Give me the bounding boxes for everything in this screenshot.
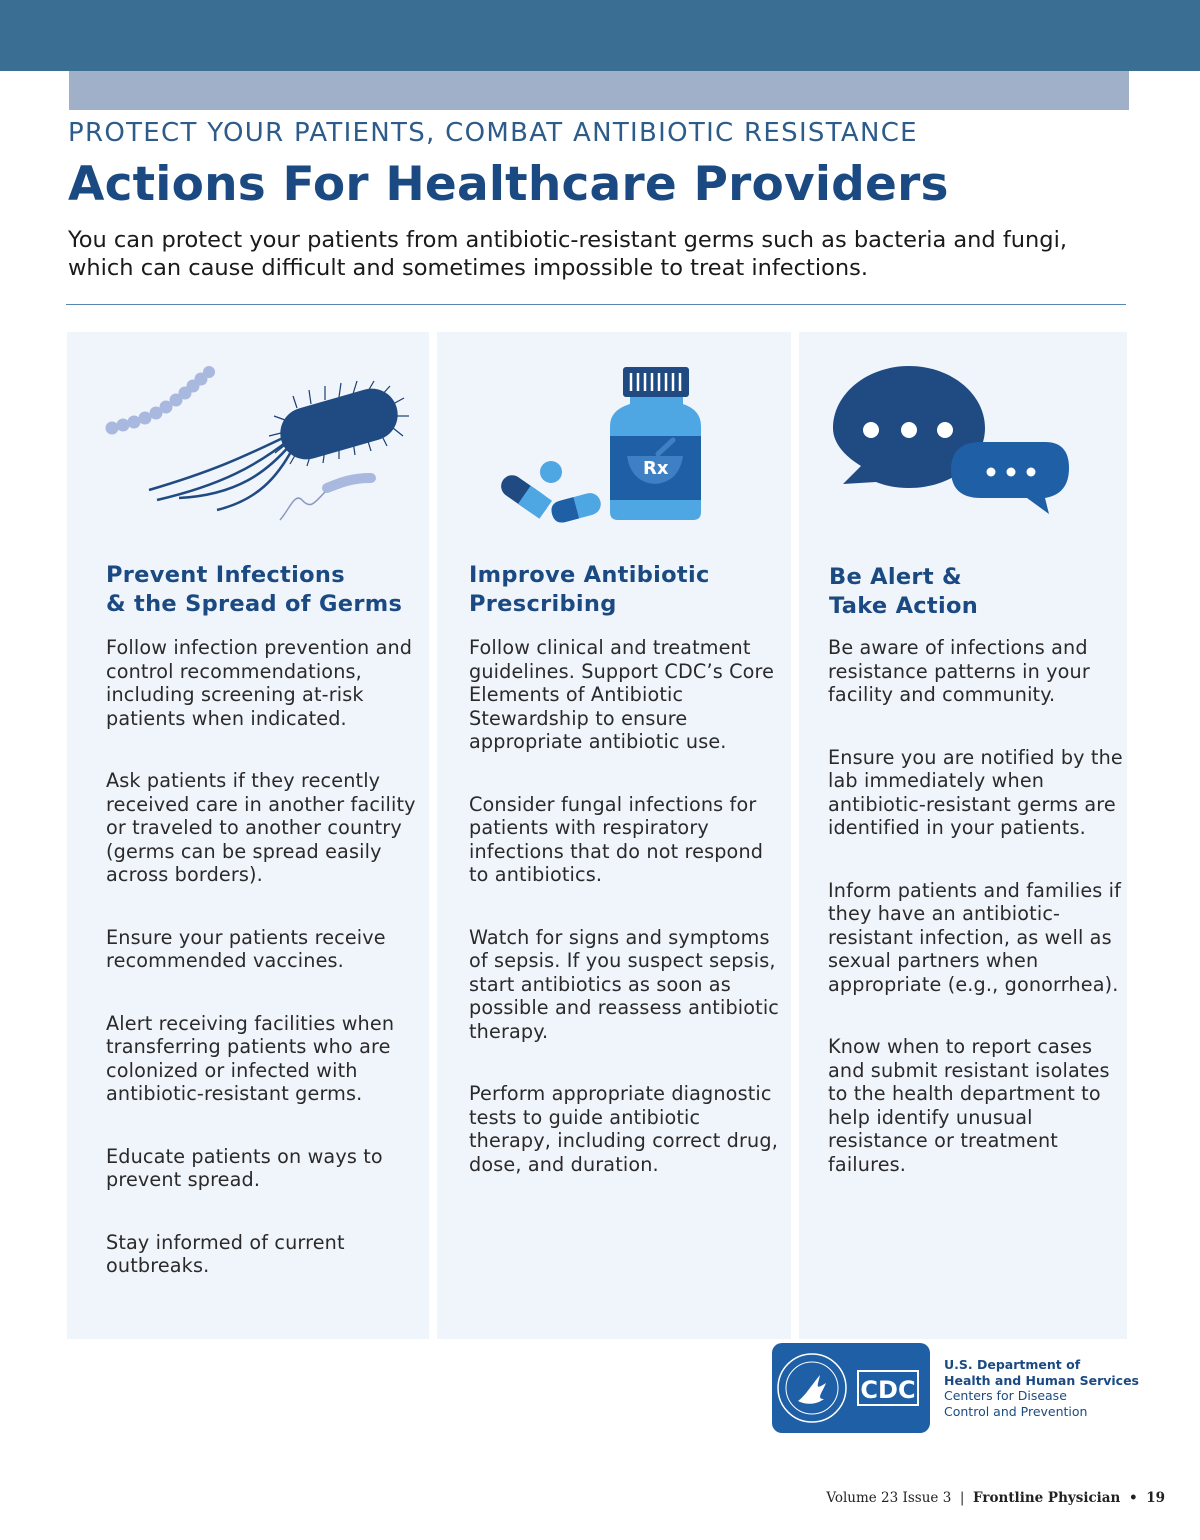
agency-line: Centers for Disease bbox=[944, 1388, 1067, 1403]
heading-line: Improve Antibiotic bbox=[469, 562, 710, 588]
agency-name bbox=[944, 1357, 1139, 1419]
prescription-bottle-icon bbox=[495, 364, 715, 528]
eagle-icon bbox=[798, 1375, 826, 1404]
list-item: Ensure you are notified by the lab immediately when antibiotic-resistant germs are identified in your patients. bbox=[828, 745, 1123, 839]
list-item: Watch for signs and symptoms of sepsis. If you suspect sepsis, start antibiotics as soon as possible and reassess antibiotic therapy. bbox=[469, 925, 780, 1043]
list-item: Alert receiving facilities when transferring patients who are colonized or infected with antibiotic-resistant germs. bbox=[106, 1011, 395, 1105]
eyebrow-heading: PROTECT YOUR PATIENTS, COMBAT ANTIBIOTIC RESISTANCE bbox=[68, 118, 918, 148]
list-item: Inform patients and families if they have an antibiotic-resistant infection, as well as sexual partners when appropriate (e.g., gonorrhea). bbox=[828, 878, 1122, 996]
column-prevent-infections bbox=[67, 332, 429, 1339]
page-footer bbox=[826, 1490, 1165, 1506]
column-improve-prescribing bbox=[437, 332, 791, 1339]
list-item: Ask patients if they recently received care in another facility or traveled to another country (germs can be spread easily across borders). bbox=[106, 769, 416, 886]
list-item: Follow clinical and treatment guidelines. Support CDC’s Core Elements of Antibiotic Stewardship to ensure appropriate antibiotic use. bbox=[469, 636, 775, 753]
list-item: Follow infection prevention and control recommendations, including screening at-risk patients when indicated. bbox=[106, 636, 413, 730]
column-heading bbox=[106, 561, 426, 618]
heading-line: Prescribing bbox=[469, 590, 617, 617]
bacteria-icon bbox=[97, 360, 417, 534]
list-item: Educate patients on ways to prevent spread. bbox=[106, 1144, 383, 1191]
column-heading bbox=[469, 561, 769, 618]
page-number: 19 bbox=[1146, 1490, 1165, 1506]
action-list bbox=[828, 636, 1126, 1215]
list-item: Perform appropriate diagnostic tests to guide antibiotic therapy, including correct drug, dose, and duration. bbox=[469, 1082, 778, 1176]
heading-line: & the Spread of Germs bbox=[106, 590, 403, 617]
list-item: Be aware of infections and resistance patterns in your facility and community. bbox=[828, 636, 1090, 706]
action-list bbox=[106, 636, 424, 1317]
agency-line: U.S. Department of bbox=[944, 1357, 1081, 1372]
heading-line: Be Alert & bbox=[829, 564, 962, 590]
column-be-alert bbox=[799, 332, 1127, 1339]
footer-bullet: • bbox=[1128, 1490, 1138, 1506]
list-item: Consider fungal infections for patients with respiratory infections that do not respond to antibiotics. bbox=[469, 792, 764, 886]
publication-name: Frontline Physician bbox=[973, 1490, 1121, 1506]
divider-rule bbox=[66, 304, 1126, 305]
list-item: Stay informed of current outbreaks. bbox=[106, 1230, 345, 1277]
list-item: Know when to report cases and submit resistant isolates to the health department to help identify unusual resistance or treatment failures. bbox=[828, 1035, 1110, 1176]
intro-paragraph: You can protect your patients from antibiotic-resistant germs such as bacteria and fungi, which can cause difficult and sometimes impossible to treat infections. bbox=[68, 227, 1067, 281]
hhs-cdc-logo bbox=[772, 1343, 930, 1433]
heading-line: Prevent Infections bbox=[106, 562, 345, 588]
agency-line: Control and Prevention bbox=[944, 1403, 1088, 1419]
cdc-wordmark: CDC bbox=[860, 1376, 916, 1404]
top-color-band bbox=[0, 0, 1200, 71]
volume-issue: Volume 23 Issue 3 bbox=[826, 1490, 952, 1506]
column-heading bbox=[829, 563, 1109, 620]
page-title: Actions For Healthcare Providers bbox=[68, 157, 949, 212]
heading-line: Take Action bbox=[829, 592, 979, 619]
list-item: Ensure your patients receive recommended vaccines. bbox=[106, 925, 386, 972]
sub-color-band bbox=[69, 71, 1129, 110]
agency-line: Health and Human Services bbox=[944, 1372, 1139, 1388]
action-list bbox=[469, 636, 787, 1215]
footer-separator: | bbox=[959, 1490, 965, 1506]
chat-bubbles-icon bbox=[831, 366, 1081, 530]
rx-label: Rx bbox=[643, 458, 669, 479]
